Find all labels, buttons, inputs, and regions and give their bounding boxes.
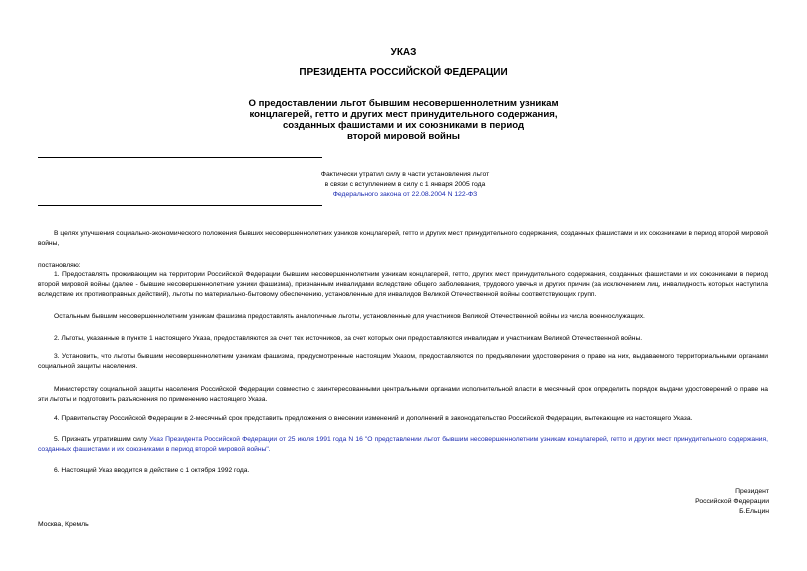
decree-word: постановляю: <box>38 262 81 269</box>
decree-subject <box>0 98 807 142</box>
signing-place: Москва, Кремль <box>38 521 89 528</box>
repealed-decree-link[interactable]: Указ Президента Российской Федерации от 25 июля 1991 года N 16 "О представлении льгот бывшим несовершеннолетним узникам концлагерей, гетто и других мест принудительного содержания, созданных фашистами и их союзниками в период второй мировой войны". <box>38 436 768 453</box>
subject-line: созданных фашистами и их союзниками в период <box>282 120 525 131</box>
intro-paragraph: В целях улучшения социально-экономического положения бывших несовершеннолетних узников концлагерей, гетто и других мест принудительного содержания, созданных фашистами и их союзниками в период второй мировой войны, <box>38 230 768 247</box>
status-note <box>210 170 600 200</box>
note-line: в связи с вступлением в силу с 1 января 2005 года <box>324 181 486 188</box>
issuer-title: ПРЕЗИДЕНТА РОССИЙСКОЙ ФЕДЕРАЦИИ <box>299 67 508 78</box>
divider-top <box>38 157 322 158</box>
paragraph-3: 3. Установить, что льготы бывшим несовершеннолетним узникам фашизма, предусмотренные настоящим Указом, предоставляются по предъявлении удостоверения о праве на них, выдаваемого территориальными органами социальной защиты населения. <box>38 353 768 370</box>
decree-title: УКАЗ <box>390 47 417 58</box>
note-law-link[interactable]: Федерального закона от 22.08.2004 N 122-ФЗ <box>332 191 478 198</box>
paragraph-5 <box>38 435 768 455</box>
signature-name: Б.Ельцин <box>739 508 769 515</box>
divider-bottom <box>38 205 322 206</box>
paragraph-3b: Министерству социальной защиты населения Российской Федерации совместно с заинтересованными центральными органами исполнительной власти в месячный срок определить порядок выдачи удостоверений о праве на эти льготы и подготовить разъяснения по применению настоящего Указа. <box>38 386 768 403</box>
paragraph-6: 6. Настоящий Указ вводится в действие с 1 октября 1992 года. <box>54 467 250 474</box>
signature-position: Президент <box>735 488 769 495</box>
paragraph-2: 2. Льготы, указанные в пункте 1 настоящего Указа, предоставляются за счет тех источников, за счет которых они предоставляются инвалидам и участникам Великой Отечественной войны. <box>54 335 643 342</box>
subject-line: второй мировой войны <box>347 131 460 142</box>
paragraph-1b: Остальным бывшим несовершеннолетним узникам фашизма предоставлять аналогичные льготы, установленные для участников Великой Отечественной войны из числа военнослужащих. <box>54 313 645 320</box>
paragraph-4: 4. Правительству Российской Федерации в 2-месячный срок представить предложения о внесении изменений и дополнений в законодательство Российской Федерации, вытекающие из настоящего Указа. <box>54 415 693 422</box>
signature-block <box>569 487 769 517</box>
signature-country: Российской Федерации <box>695 498 769 505</box>
paragraph-5-prefix: 5. Признать утратившим силу <box>54 436 150 443</box>
note-line: Фактически утратил силу в части установления льгот <box>320 171 490 178</box>
subject-line: О предоставлении льгот бывшим несовершеннолетним узникам <box>248 98 559 109</box>
paragraph-1: 1. Предоставлять проживающим на территории Российской Федерации бывшим несовершеннолетним узникам концлагерей, гетто, других мест принудительного содержания, созданных фашистами и их союзниками в период второй мировой войны (далее - бывшие несовершеннолетние узники фашизма), признанным инвалидами вследствие общего заболевания, трудового увечья и других причин (за исключением лиц, инвалидность которых наступила вследствие их противоправных действий), льготы по материально-бытовому обеспечению, установленные для инвалидов Великой Отечественной войны соответствующих групп. <box>38 271 768 298</box>
subject-line: концлагерей, гетто и других мест принудительного содержания, <box>249 109 558 120</box>
